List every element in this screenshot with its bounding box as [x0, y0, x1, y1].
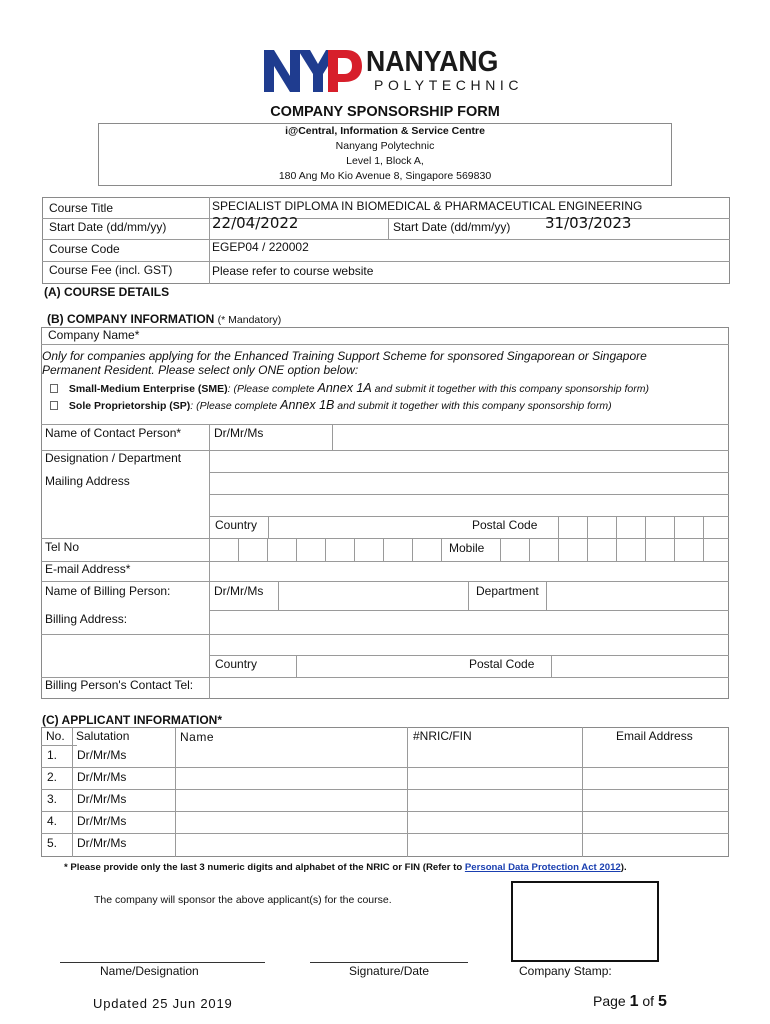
nric-footnote [64, 862, 627, 873]
mailing-address-label: Mailing Address [45, 474, 130, 488]
address-line-2: Nanyang Polytechnic [335, 140, 435, 152]
sme-label: Small-Medium Enterprise (SME) [68, 383, 228, 395]
sponsor-statement: The company will sponsor the above applicant(s) for the course. [94, 894, 392, 906]
row-5-no: 5. [47, 836, 58, 850]
company-name-label: Company Name* [48, 328, 140, 342]
header-name: Name [180, 730, 215, 744]
etss-note-line-2: Permanent Resident. Please select only ONE option below: [42, 363, 359, 377]
row-4-salutation[interactable]: Dr/Mr/Ms [77, 814, 127, 828]
sme-note-a: : (Please complete [227, 383, 318, 395]
row-2-no: 2. [47, 770, 58, 784]
page-total: 5 [657, 993, 667, 1010]
mobile-label: Mobile [449, 541, 485, 555]
page-word: Page [593, 993, 626, 1009]
signature-date-label: Signature/Date [349, 964, 430, 978]
option-sp[interactable] [50, 398, 612, 412]
page-indicator [593, 993, 667, 1011]
section-b-title: (B) COMPANY INFORMATION [47, 312, 215, 326]
tel-no-label: Tel No [45, 540, 80, 554]
row-1-salutation[interactable]: Dr/Mr/Ms [77, 748, 127, 762]
address-line-4: 180 Ang Mo Kio Avenue 8, Singapore 569830 [278, 170, 492, 182]
billing-address-label: Billing Address: [45, 612, 128, 626]
header-email: Email Address [616, 729, 693, 743]
sme-checkbox-icon[interactable] [50, 384, 58, 393]
billing-country-label: Country [215, 657, 258, 671]
name-designation-label: Name/Designation [100, 964, 199, 978]
logo-name: NANYANG [366, 46, 499, 78]
company-stamp-box[interactable] [511, 881, 659, 962]
header-no: No. [46, 729, 65, 743]
row-5-salutation[interactable]: Dr/Mr/Ms [77, 836, 127, 850]
header-nric: #NRIC/FIN [413, 729, 472, 743]
section-a-heading: (A) COURSE DETAILS [44, 285, 170, 299]
course-code-value[interactable]: EGEP04 / 220002 [212, 240, 309, 254]
updated-date: Updated 25 Jun 2019 [93, 996, 233, 1011]
contact-salutation[interactable]: Dr/Mr/Ms [214, 426, 264, 440]
designation-label: Designation / Department [45, 451, 182, 465]
company-stamp-label: Company Stamp: [519, 964, 612, 978]
department-label: Department [476, 584, 539, 598]
sp-annex: Annex 1B [280, 398, 335, 412]
start-date-label: Start Date (dd/mm/yy) [49, 220, 167, 234]
course-code-label: Course Code [49, 242, 120, 256]
sme-annex: Annex 1A [317, 381, 372, 395]
pdpa-link[interactable]: Personal Data Protection Act 2012 [464, 862, 621, 873]
address-line-3: Level 1, Block A, [346, 155, 424, 167]
row-4-no: 4. [47, 814, 58, 828]
form-title: COMPANY SPONSORSHIP FORM [270, 104, 500, 120]
course-fee-label: Course Fee (incl. GST) [49, 263, 173, 277]
start-date-label-2: Start Date (dd/mm/yy) [393, 220, 511, 234]
billing-tel-label: Billing Person's Contact Tel: [45, 678, 194, 692]
nyp-logo [262, 46, 522, 96]
header-salutation: Salutation [76, 729, 130, 743]
etss-note-line-1: Only for companies applying for the Enhanced Training Support Scheme for sponsored Singaporean or Singapore [42, 349, 647, 363]
course-title-value[interactable]: SPECIALIST DIPLOMA IN BIOMEDICAL & PHARMACEUTICAL ENGINEERING [212, 199, 643, 213]
billing-postal-label: Postal Code [469, 657, 535, 671]
address-line-1: i@Central, Information & Service Centre [285, 125, 485, 137]
contact-person-label: Name of Contact Person* [45, 426, 182, 440]
postal-code-label: Postal Code [472, 518, 538, 532]
email-address-label: E-mail Address* [45, 562, 131, 576]
start-date-value-2[interactable]: 31/03/2023 [545, 214, 632, 232]
mandatory-note: (* Mandatory) [217, 314, 282, 326]
course-title-label: Course Title [49, 201, 114, 215]
billing-salutation[interactable]: Dr/Mr/Ms [214, 584, 264, 598]
of-word: of [642, 993, 655, 1009]
option-sme[interactable] [50, 381, 649, 395]
billing-person-label: Name of Billing Person: [45, 584, 171, 598]
section-c-heading: (C) APPLICANT INFORMATION* [42, 713, 222, 727]
applicant-table [41, 727, 729, 857]
sp-note-a: : (Please complete [190, 400, 281, 412]
nyp-logo-mark [262, 46, 362, 94]
start-date-value[interactable]: 22/04/2022 [212, 214, 299, 232]
sp-note-b: and submit it together with this company sponsorship form) [334, 400, 612, 412]
footnote-end: ). [620, 862, 627, 873]
page-number: 1 [629, 993, 639, 1010]
sme-note-b: and submit it together with this company sponsorship form) [371, 383, 649, 395]
country-label: Country [215, 518, 258, 532]
sp-checkbox-icon[interactable] [50, 401, 58, 410]
sp-label: Sole Proprietorship (SP) [68, 400, 191, 412]
row-1-no: 1. [47, 748, 58, 762]
footnote-text: * Please provide only the last 3 numeric digits and alphabet of the NRIC or FIN (Refer to [64, 862, 465, 873]
row-3-no: 3. [47, 792, 58, 806]
row-2-salutation[interactable]: Dr/Mr/Ms [77, 770, 127, 784]
logo-sub: POLYTECHNIC [374, 77, 524, 93]
section-b-heading [47, 312, 281, 326]
course-fee-value: Please refer to course website [212, 264, 374, 278]
row-3-salutation[interactable]: Dr/Mr/Ms [77, 792, 127, 806]
